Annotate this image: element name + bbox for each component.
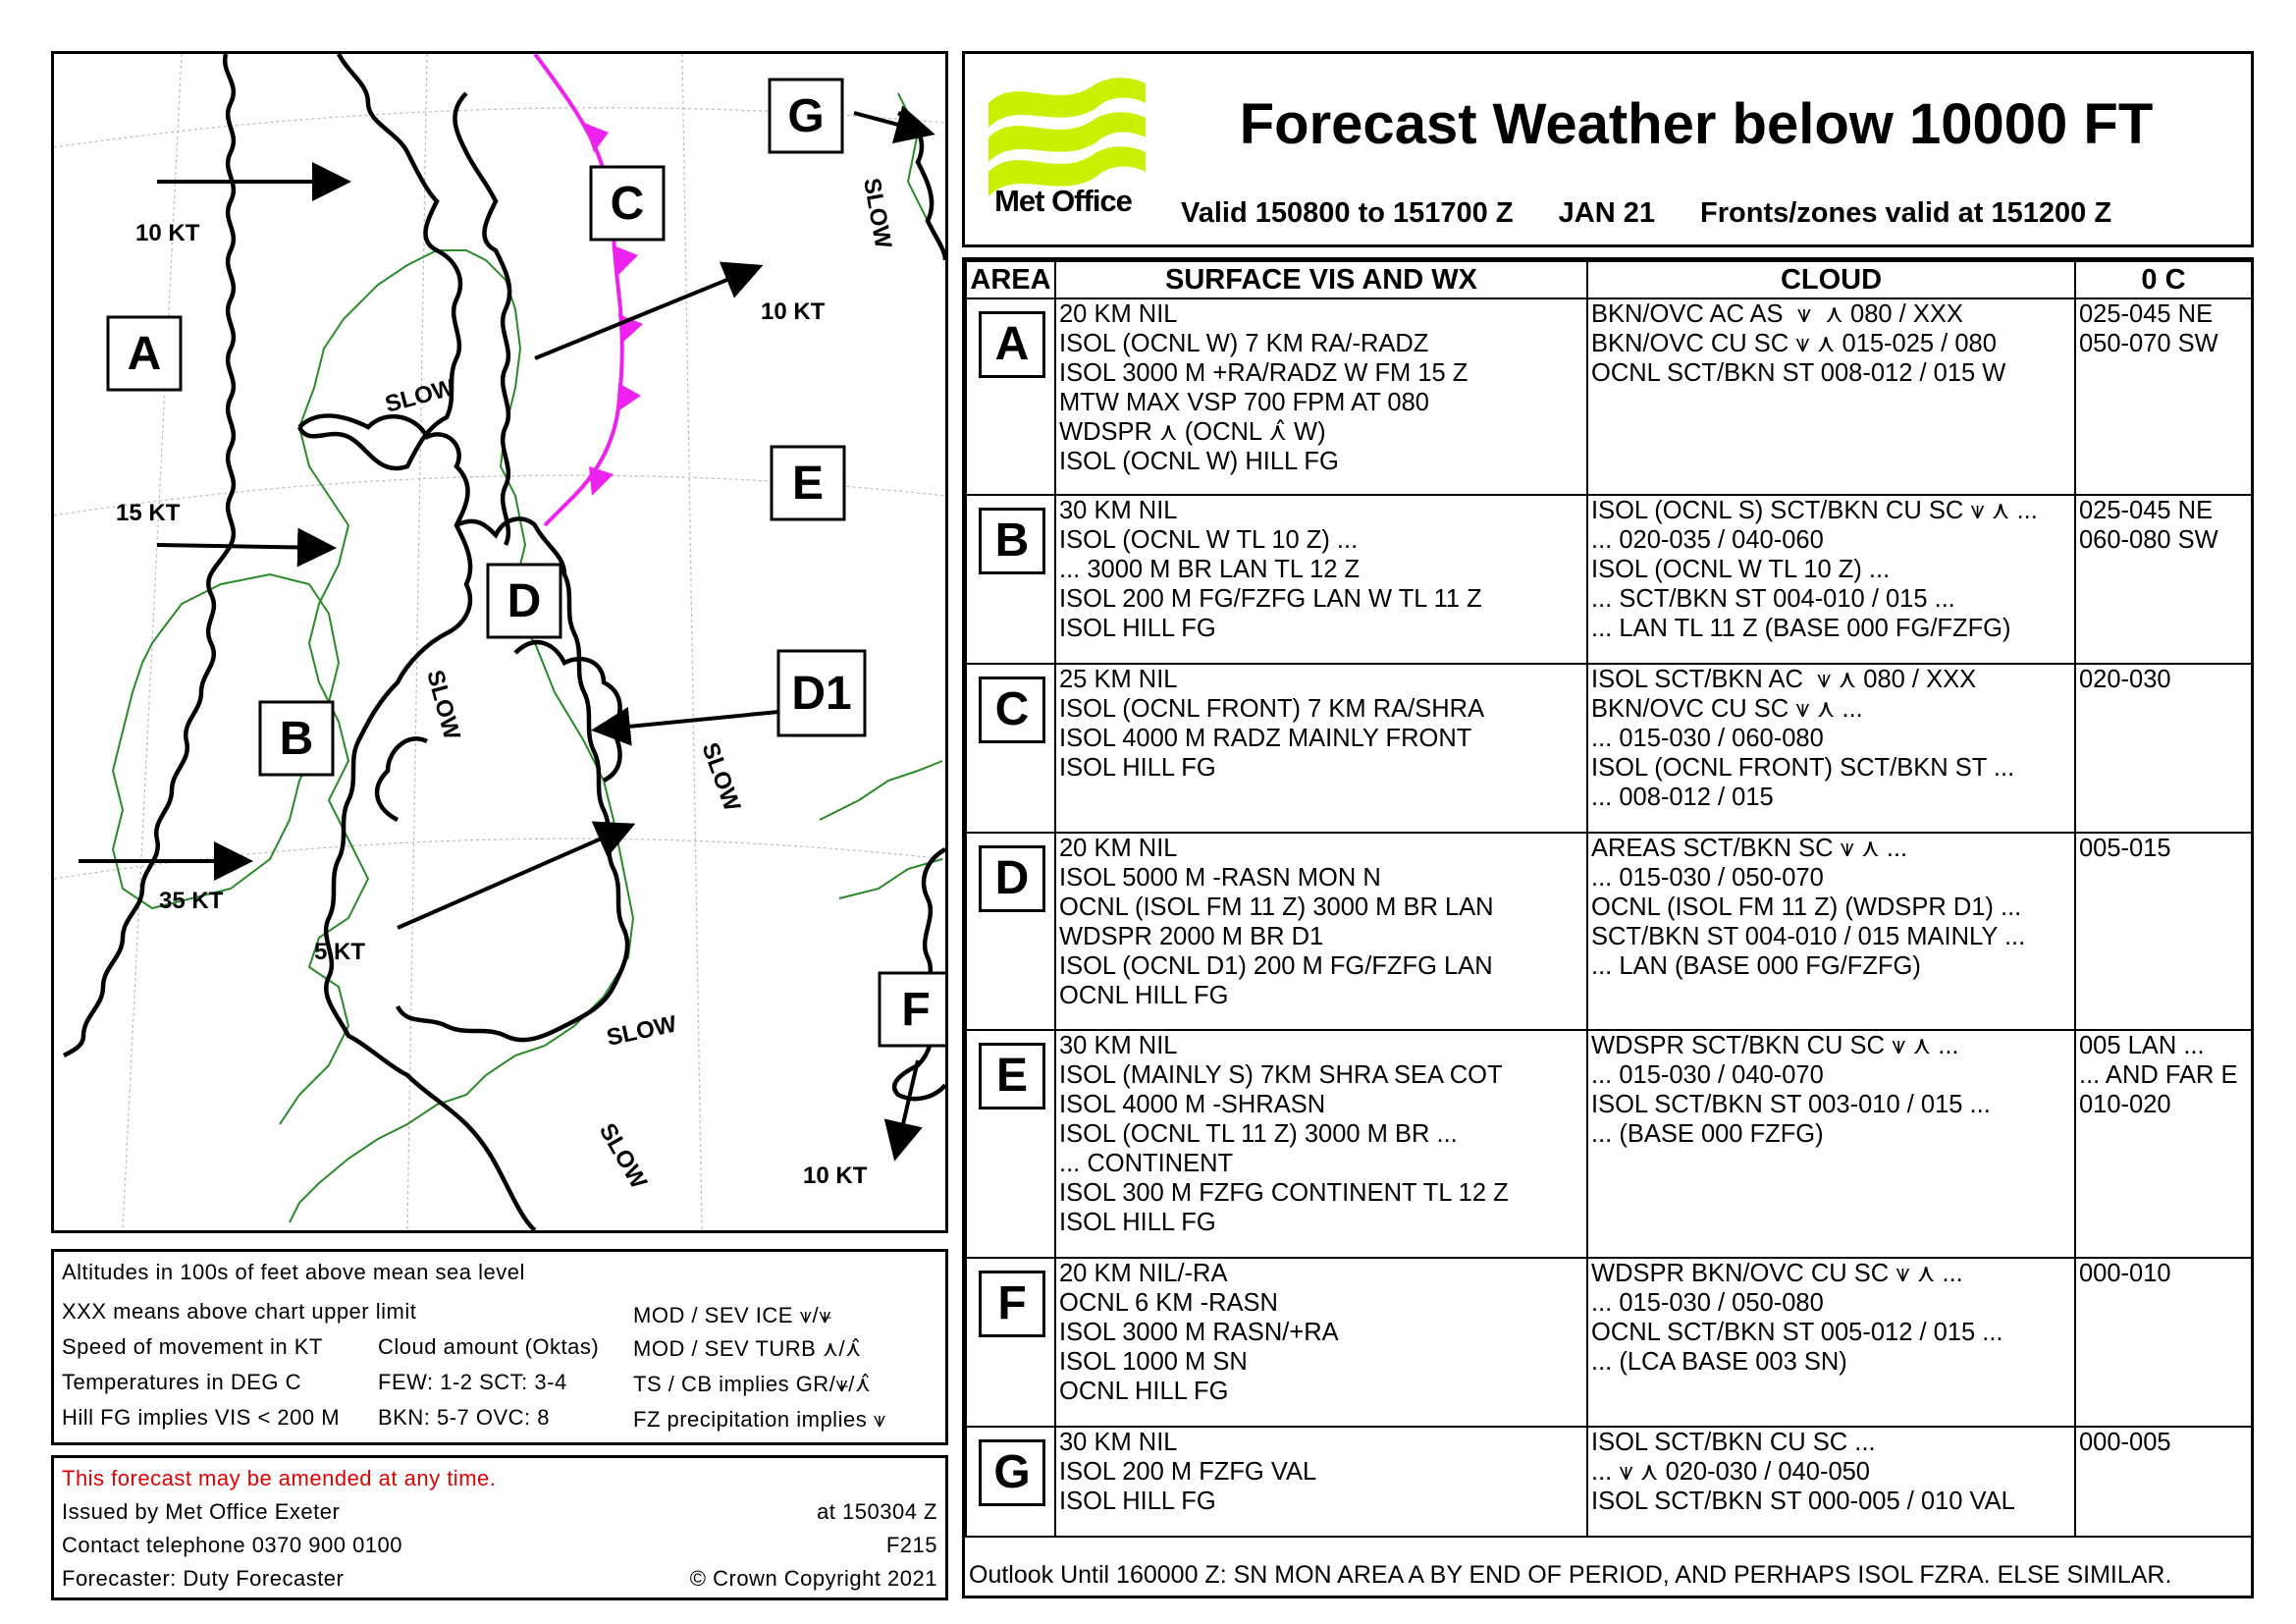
contact-phone: Contact telephone 0370 900 0100 [62,1533,403,1557]
legend-altitudes: Altitudes in 100s of feet above mean sea level [62,1260,525,1284]
area-letter: C [979,677,1045,743]
page-title: Forecast Weather below 10000 FT [1239,92,2154,156]
area-letter: B [979,508,1045,574]
vis-cell: 30 KM NIL ISOL (MAINLY S) 7KM SHRA SEA COT ISOL 4000 M -SHRASN ISOL (OCNL TL 11 Z) 3000 M BR ... ... CONTINENT ISOL 300 M FZFG CONTINENT TL 12 Z ISOL HILL FG [1055,1030,1587,1258]
speed-label: 10 KT [135,220,200,246]
forecast-map [51,51,948,1233]
area-cell [966,1258,1055,1427]
map-area-a: A [127,328,162,380]
area-letter: E [979,1043,1045,1110]
month-year: JAN 21 [1558,197,1655,229]
outlook-text: Outlook Until 160000 Z: SN MON AREA A BY END OF PERIOD, AND PERHAPS ISOL FZRA. ELSE SIMILAR. [969,1561,2172,1589]
map-area-e: E [791,458,825,510]
area-letter: D [979,845,1045,912]
zero-cell: 020-030 [2075,664,2252,833]
col-zero: 0 C [2075,261,2252,298]
legend-bkn-ovc: BKN: 5-7 OVC: 8 [378,1405,551,1430]
speed-label: 5 KT [314,939,366,965]
legend-few-sct: FEW: 1-2 SCT: 3-4 [378,1370,567,1394]
col-vis: SURFACE VIS AND WX [1055,261,1587,298]
vis-cell: 20 KM NIL ISOL (OCNL W) 7 KM RA/-RADZ ISOL 3000 M +RA/RADZ W FM 15 Z MTW MAX VSP 700 FPM AT 080 WDSPR ⋏ (OCNL ⋏̂ W) ISOL (OCNL W) HILL FG [1055,298,1587,495]
cloud-cell: WDSPR SCT/BKN CU SC ⩛ ⋏ ... ... 015-030 / 040-070 ISOL SCT/BKN ST 003-010 / 015 ... ... (BASE 000 FZFG) [1587,1030,2075,1258]
table-row [966,495,2252,664]
fronts-valid: Fronts/zones valid at 151200 Z [1700,197,2112,229]
speed-label: 15 KT [116,500,181,526]
vis-cell: 20 KM NIL/-RA OCNL 6 KM -RASN ISOL 3000 M RASN/+RA ISOL 1000 M SN OCNL HILL FG [1055,1258,1587,1427]
amend-notice: This forecast may be amended at any time. [62,1466,497,1490]
cloud-cell: ISOL SCT/BKN CU SC ... ... ⩛ ⋏ 020-030 / 040-050 ISOL SCT/BKN ST 000-005 / 010 VAL [1587,1427,2075,1537]
issue-box [51,1455,948,1600]
legend-box [51,1249,948,1445]
table-row [966,1030,2252,1258]
slow-label: SLOW [421,667,465,743]
map-area-c: C [610,178,645,230]
cloud-cell: AREAS SCT/BKN SC ⩛ ⋏ ... ... 015-030 / 050-070 OCNL (ISOL FM 11 Z) (WDSPR D1) ... SCT/BKN ST 004-010 / 015 MAINLY ... ... LAN (BASE 000 FG/FZFG) [1587,833,2075,1030]
zero-cell: 025-045 NE 050-070 SW [2075,298,2252,495]
col-cloud: CLOUD [1587,261,2075,298]
col-area: AREA [966,261,1055,298]
occluded-front [535,54,643,525]
legend-fz: FZ precipitation implies ⩛ [633,1407,886,1432]
forecast-table [962,257,2254,1598]
area-cell [966,1030,1055,1258]
zero-cell: 000-005 [2075,1427,2252,1537]
area-cell [966,664,1055,833]
vis-cell: 30 KM NIL ISOL (OCNL W TL 10 Z) ... ... 3000 M BR LAN TL 12 Z ISOL 200 M FG/FZFG LAN W TL 11 Z ISOL HILL FG [1055,495,1587,664]
zero-cell: 005-015 [2075,833,2252,1030]
area-cell [966,1427,1055,1537]
slow-label: SLOW [382,374,458,418]
slow-label: SLOW [604,1010,679,1052]
slow-label: SLOW [593,1118,653,1194]
vis-cell: 30 KM NIL ISOL 200 M FZFG VAL ISOL HILL FG [1055,1427,1587,1537]
table-row [966,664,2252,833]
table-header-row [966,261,2252,298]
legend-xxx: XXX means above chart upper limit [62,1299,417,1324]
table-row [966,1258,2252,1427]
zero-cell: 025-045 NE 060-080 SW [2075,495,2252,664]
area-cell [966,495,1055,664]
vis-cell: 20 KM NIL ISOL 5000 M -RASN MON N OCNL (ISOL FM 11 Z) 3000 M BR LAN WDSPR 2000 M BR D1 ISOL (OCNL D1) 200 M FG/FZFG LAN OCNL HILL FG [1055,833,1587,1030]
table-row [966,298,2252,495]
area-cell [966,298,1055,495]
legend-tscb: TS / CB implies GR/⩛̶/⋏̂ [633,1372,872,1396]
cloud-cell: ISOL (OCNL S) SCT/BKN CU SC ⩛ ⋏ ... ... 020-035 / 040-060 ISOL (OCNL W TL 10 Z) ... ... SCT/BKN ST 004-010 / 015 ... ... LAN TL 11 Z (BASE 000 FG/FZFG) [1587,495,2075,664]
map-area-d1: D1 [791,668,852,720]
map-area-g: G [787,90,825,142]
slow-label: SLOW [858,176,897,250]
area-letter: A [979,311,1045,378]
cloud-cell: BKN/OVC AC AS ⩛ ⋏ 080 / XXX BKN/OVC CU SC ⩛ ⋏ 015-025 / 080 OCNL SCT/BKN ST 008-012 / 015 W [1587,298,2075,495]
map-area-labels [108,80,945,1046]
map-area-f: F [901,984,931,1036]
map-area-d: D [507,575,542,627]
chart-code: F215 [885,1533,937,1557]
copyright: © Crown Copyright 2021 [689,1566,937,1591]
issue-time: at 150304 Z [817,1499,937,1524]
logo-text: Met Office [994,184,1132,218]
speed-label: 35 KT [159,888,224,914]
issued-by: Issued by Met Office Exeter [62,1499,341,1524]
cloud-cell: WDSPR BKN/OVC CU SC ⩛ ⋏ ... ... 015-030 / 050-080 OCNL SCT/BKN ST 005-012 / 015 ... ... (LCA BASE 003 SN) [1587,1258,2075,1427]
vis-cell: 25 KM NIL ISOL (OCNL FRONT) 7 KM RA/SHRA ISOL 4000 M RADZ MAINLY FRONT ISOL HILL FG [1055,664,1587,833]
valid-period: Valid 150800 to 151700 Z [1181,197,1514,229]
speed-label: 10 KT [761,298,826,325]
map-area-b: B [279,713,314,765]
table-row [966,833,2252,1030]
map-canvas [54,54,945,1230]
zero-cell: 005 LAN ... ... AND FAR E 010-020 [2075,1030,2252,1258]
legend-cloud-amount: Cloud amount (Oktas) [378,1334,600,1359]
chart-header [962,51,2254,247]
area-letter: F [979,1271,1045,1337]
legend-hillfg: Hill FG implies VIS < 200 M [62,1405,341,1430]
legend-temps: Temperatures in DEG C [62,1370,302,1394]
area-cell [966,833,1055,1030]
table-row [966,1427,2252,1537]
cloud-cell: ISOL SCT/BKN AC ⩛ ⋏ 080 / XXX BKN/OVC CU SC ⩛ ⋏ ... ... 015-030 / 060-080 ISOL (OCNL FRONT) SCT/BKN ST ... ... 008-012 / 015 [1587,664,2075,833]
legend-ice: MOD / SEV ICE ⩛/⩛̶ [633,1303,832,1327]
forecaster: Forecaster: Duty Forecaster [62,1566,345,1591]
slow-label: SLOW [696,738,746,815]
validity-line [1181,197,2251,230]
legend-turb: MOD / SEV TURB ⋏/⋏̂ [633,1336,862,1361]
legend-speed: Speed of movement in KT [62,1334,323,1359]
speed-label: 10 KT [803,1163,868,1189]
area-letter: G [979,1439,1045,1506]
zero-cell: 000-010 [2075,1258,2252,1427]
